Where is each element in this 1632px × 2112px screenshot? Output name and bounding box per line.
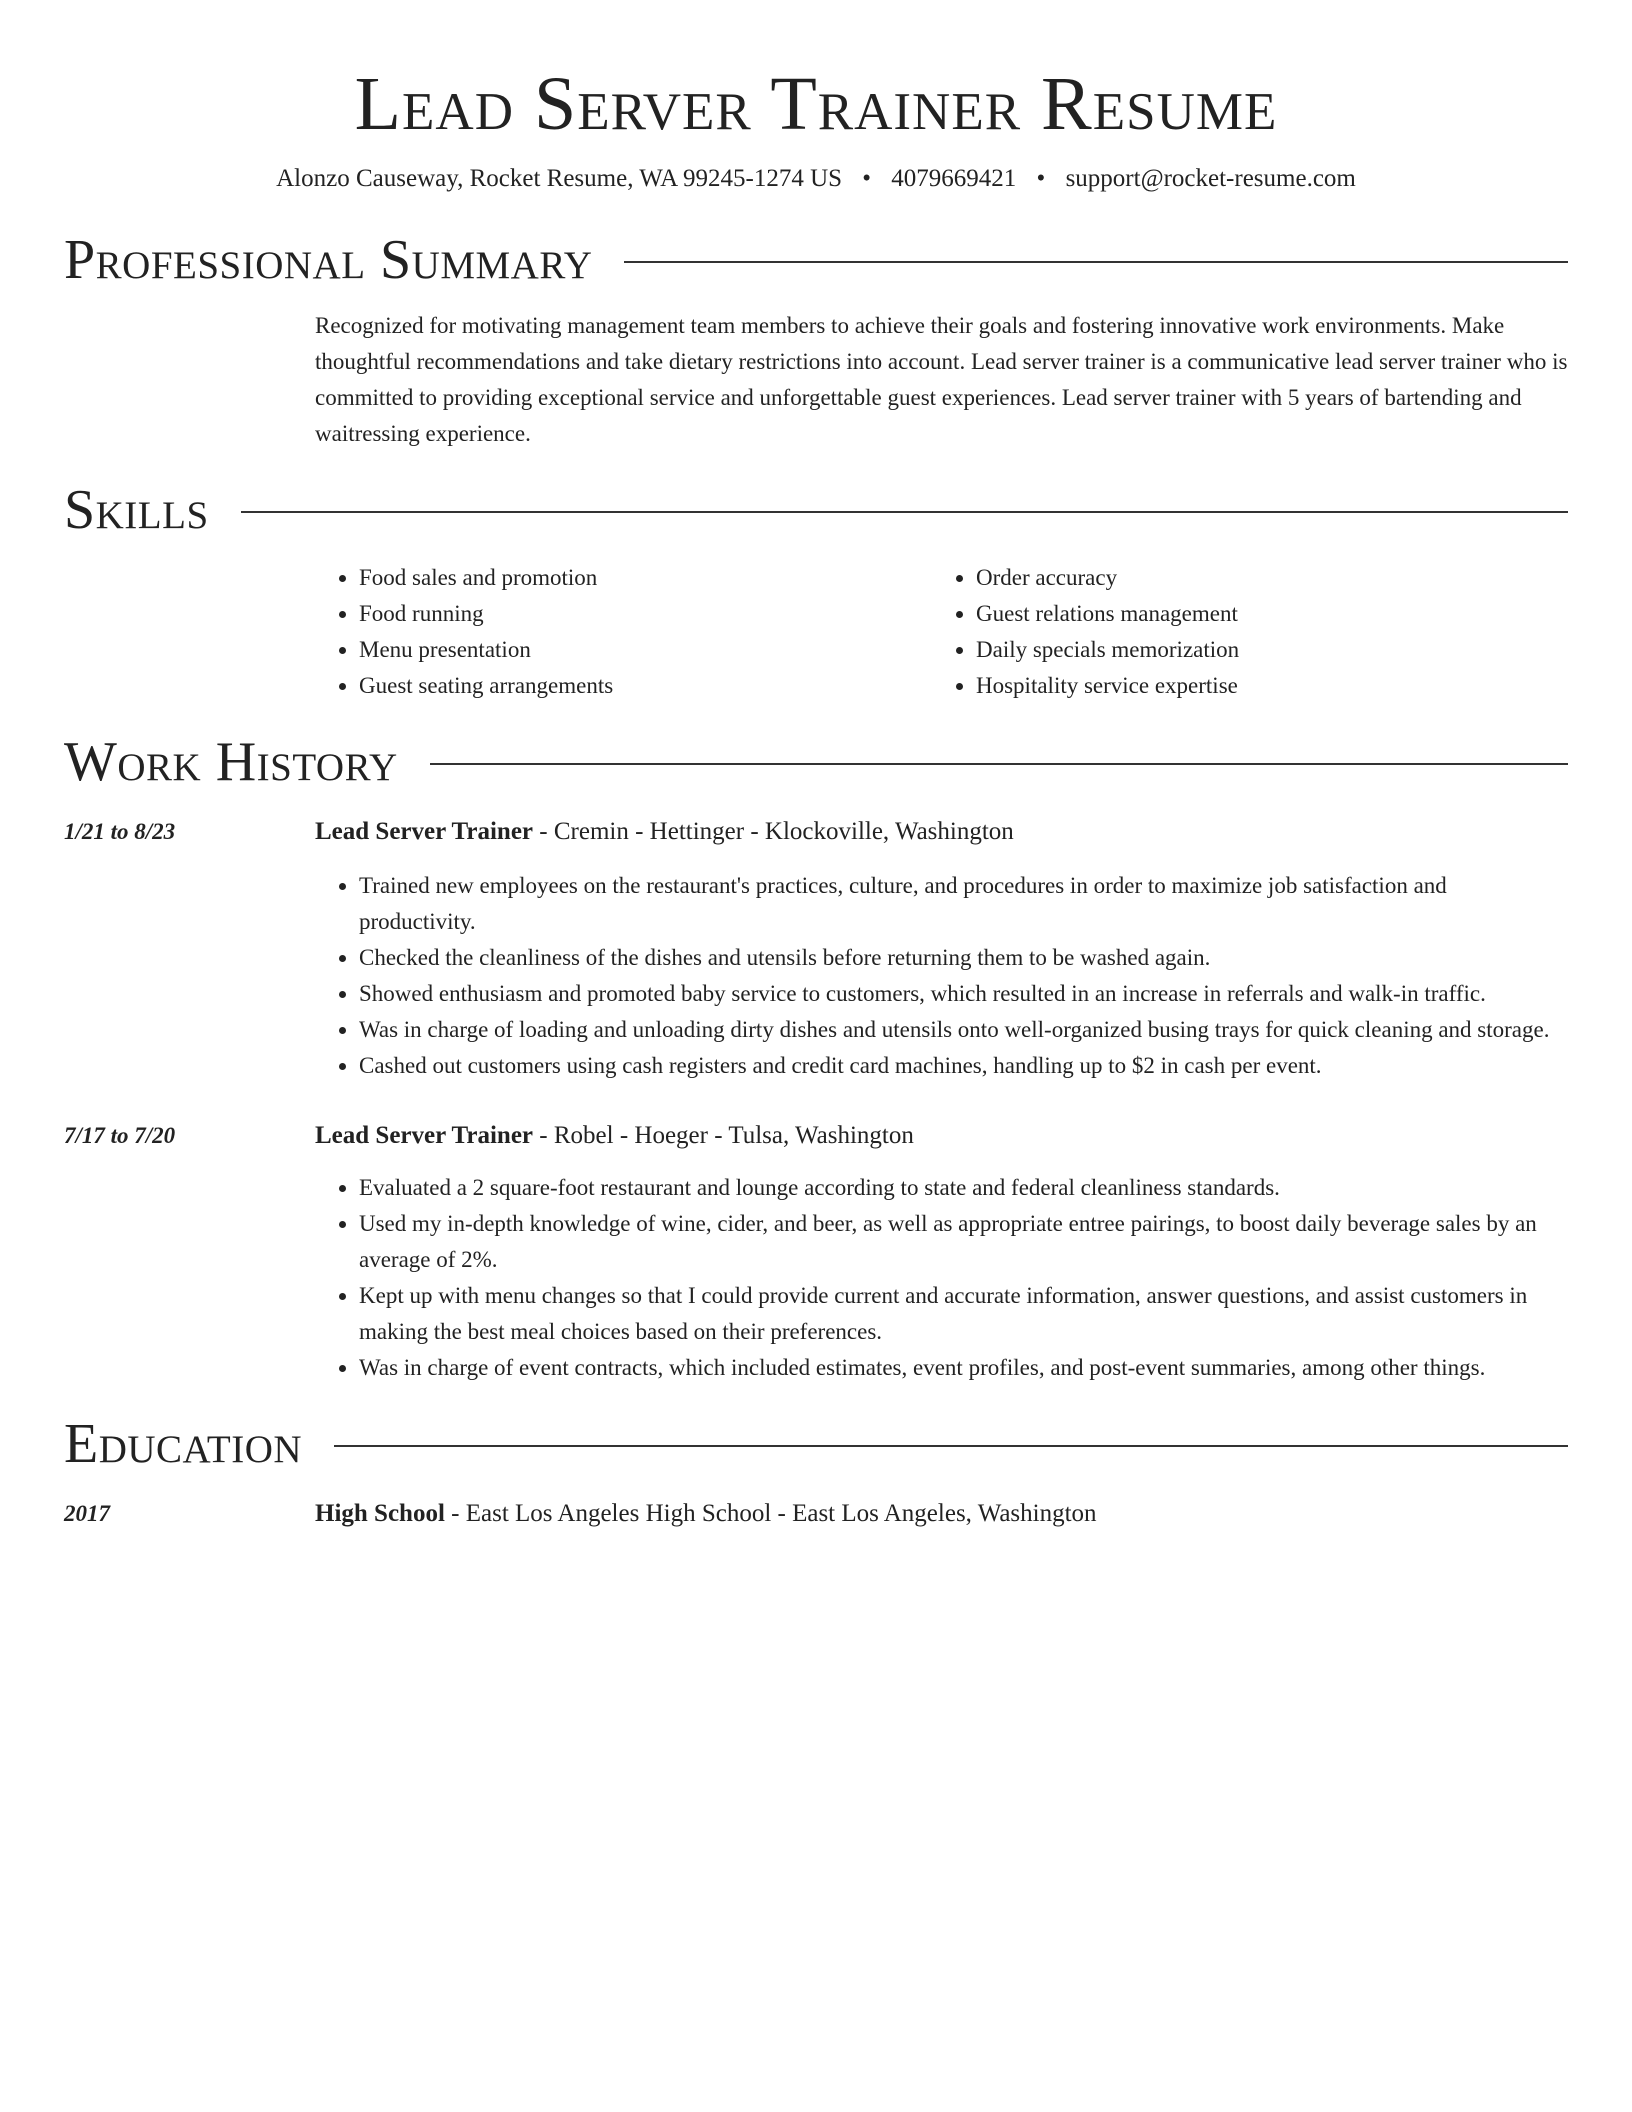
education-degree: High School: [315, 1500, 445, 1527]
section-divider: [624, 261, 1568, 263]
education-section-header: [64, 1412, 1568, 1476]
job-bullet: • Was in charge of loading and unloading dirty dishes and utensils onto well-organized busing trays for quick cleaning and storage.: [359, 1012, 1568, 1048]
contact-separator: •: [862, 165, 872, 192]
skills-section-header: [64, 478, 1568, 542]
work-history-section-header: [64, 730, 1568, 794]
job-bullet: • Evaluated a 2 square-foot restaurant and lounge according to state and federal cleanliness standards.: [359, 1170, 1568, 1206]
work-history-heading: Work History: [64, 731, 398, 793]
skills-section: [64, 478, 1568, 704]
skills-list: [315, 560, 1568, 704]
skill-item: • Food sales and promotion: [359, 560, 932, 596]
skill-item: • Hospitality service expertise: [976, 668, 1568, 704]
job-heading: [315, 1118, 1568, 1154]
job-entry: [64, 1118, 1568, 1386]
resume-title: Lead Server Trainer Resume: [354, 62, 1278, 146]
job-title: Lead Server Trainer: [315, 818, 534, 845]
skills-column-right: [932, 560, 1568, 704]
job-dates: 7/17 to 7/20: [64, 1123, 176, 1148]
skill-item: • Order accuracy: [976, 560, 1568, 596]
job-entry: [64, 814, 1568, 1084]
skill-item: • Guest relations management: [976, 596, 1568, 632]
job-bullet: • Cashed out customers using cash registers and credit card machines, handling up to $2 in cash per event.: [359, 1048, 1568, 1084]
section-divider: [430, 763, 1568, 765]
education-heading: Education: [64, 1413, 303, 1475]
summary-section: [64, 228, 1568, 452]
job-bullets: [315, 1170, 1568, 1386]
job-title: Lead Server Trainer: [315, 1122, 534, 1149]
contact-line: [64, 162, 1568, 196]
contact-address: Alonzo Causeway, Rocket Resume, WA 99245-1274 US: [276, 165, 843, 192]
job-bullets: [315, 868, 1568, 1084]
job-bullet: • Showed enthusiasm and promoted baby service to customers, which resulted in an increase in referrals and walk-in traffic.: [359, 976, 1568, 1012]
education-year: 2017: [64, 1501, 110, 1526]
skill-item: • Food running: [359, 596, 932, 632]
skill-item: • Guest seating arrangements: [359, 668, 932, 704]
contact-email[interactable]: support@rocket-resume.com: [1065, 165, 1356, 192]
job-content: [315, 814, 1568, 1084]
job-details: - Cremin - Hettinger - Klockoville, Washington: [533, 818, 1014, 845]
summary-text: Recognized for motivating management team members to achieve their goals and fostering innovative work environments. Make thoughtful recommendations and take dietary restrictions into account. Lead server trainer is a communicative lead server trainer who is committed to providing exceptional service and unforgettable guest experiences. Lead server trainer with 5 years of bartending and waitressing experience.: [315, 313, 1568, 446]
section-divider: [241, 511, 1568, 513]
job-content: [315, 1118, 1568, 1386]
job-bullet: • Was in charge of event contracts, which included estimates, event profiles, and post-event summaries, among other things.: [359, 1350, 1568, 1386]
education-details: - East Los Angeles High School - East Los Angeles, Washington: [444, 1500, 1097, 1527]
section-divider: [334, 1445, 1568, 1447]
job-dates: 1/21 to 8/23: [64, 819, 176, 844]
skills-column-left: [315, 560, 932, 704]
job-bullet: • Trained new employees on the restaurant's practices, culture, and procedures in order to maximize job satisfaction and productivity.: [359, 868, 1568, 940]
skills-heading: Skills: [64, 479, 209, 541]
job-details: - Robel - Hoeger - Tulsa, Washington: [533, 1122, 914, 1149]
education-entry: [64, 1496, 1568, 1532]
work-history-section: [64, 730, 1568, 1386]
job-bullet: • Used my in-depth knowledge of wine, cider, and beer, as well as appropriate entree pairings, to boost daily beverage sales by an average of 2%.: [359, 1206, 1568, 1278]
skill-item: • Daily specials memorization: [976, 632, 1568, 668]
summary-heading: Professional Summary: [64, 229, 593, 291]
skill-item: • Menu presentation: [359, 632, 932, 668]
contact-separator: •: [1036, 165, 1046, 192]
job-bullet: • Checked the cleanliness of the dishes and utensils before returning them to be washed again.: [359, 940, 1568, 976]
job-bullet: • Kept up with menu changes so that I could provide current and accurate information, answer questions, and assist customers in making the best meal choices based on their preferences.: [359, 1278, 1568, 1350]
education-heading-line: [315, 1496, 1568, 1532]
education-section: [64, 1412, 1568, 1532]
summary-section-header: [64, 228, 1568, 292]
job-heading: [315, 814, 1568, 850]
contact-phone: 4079669421: [891, 165, 1017, 192]
